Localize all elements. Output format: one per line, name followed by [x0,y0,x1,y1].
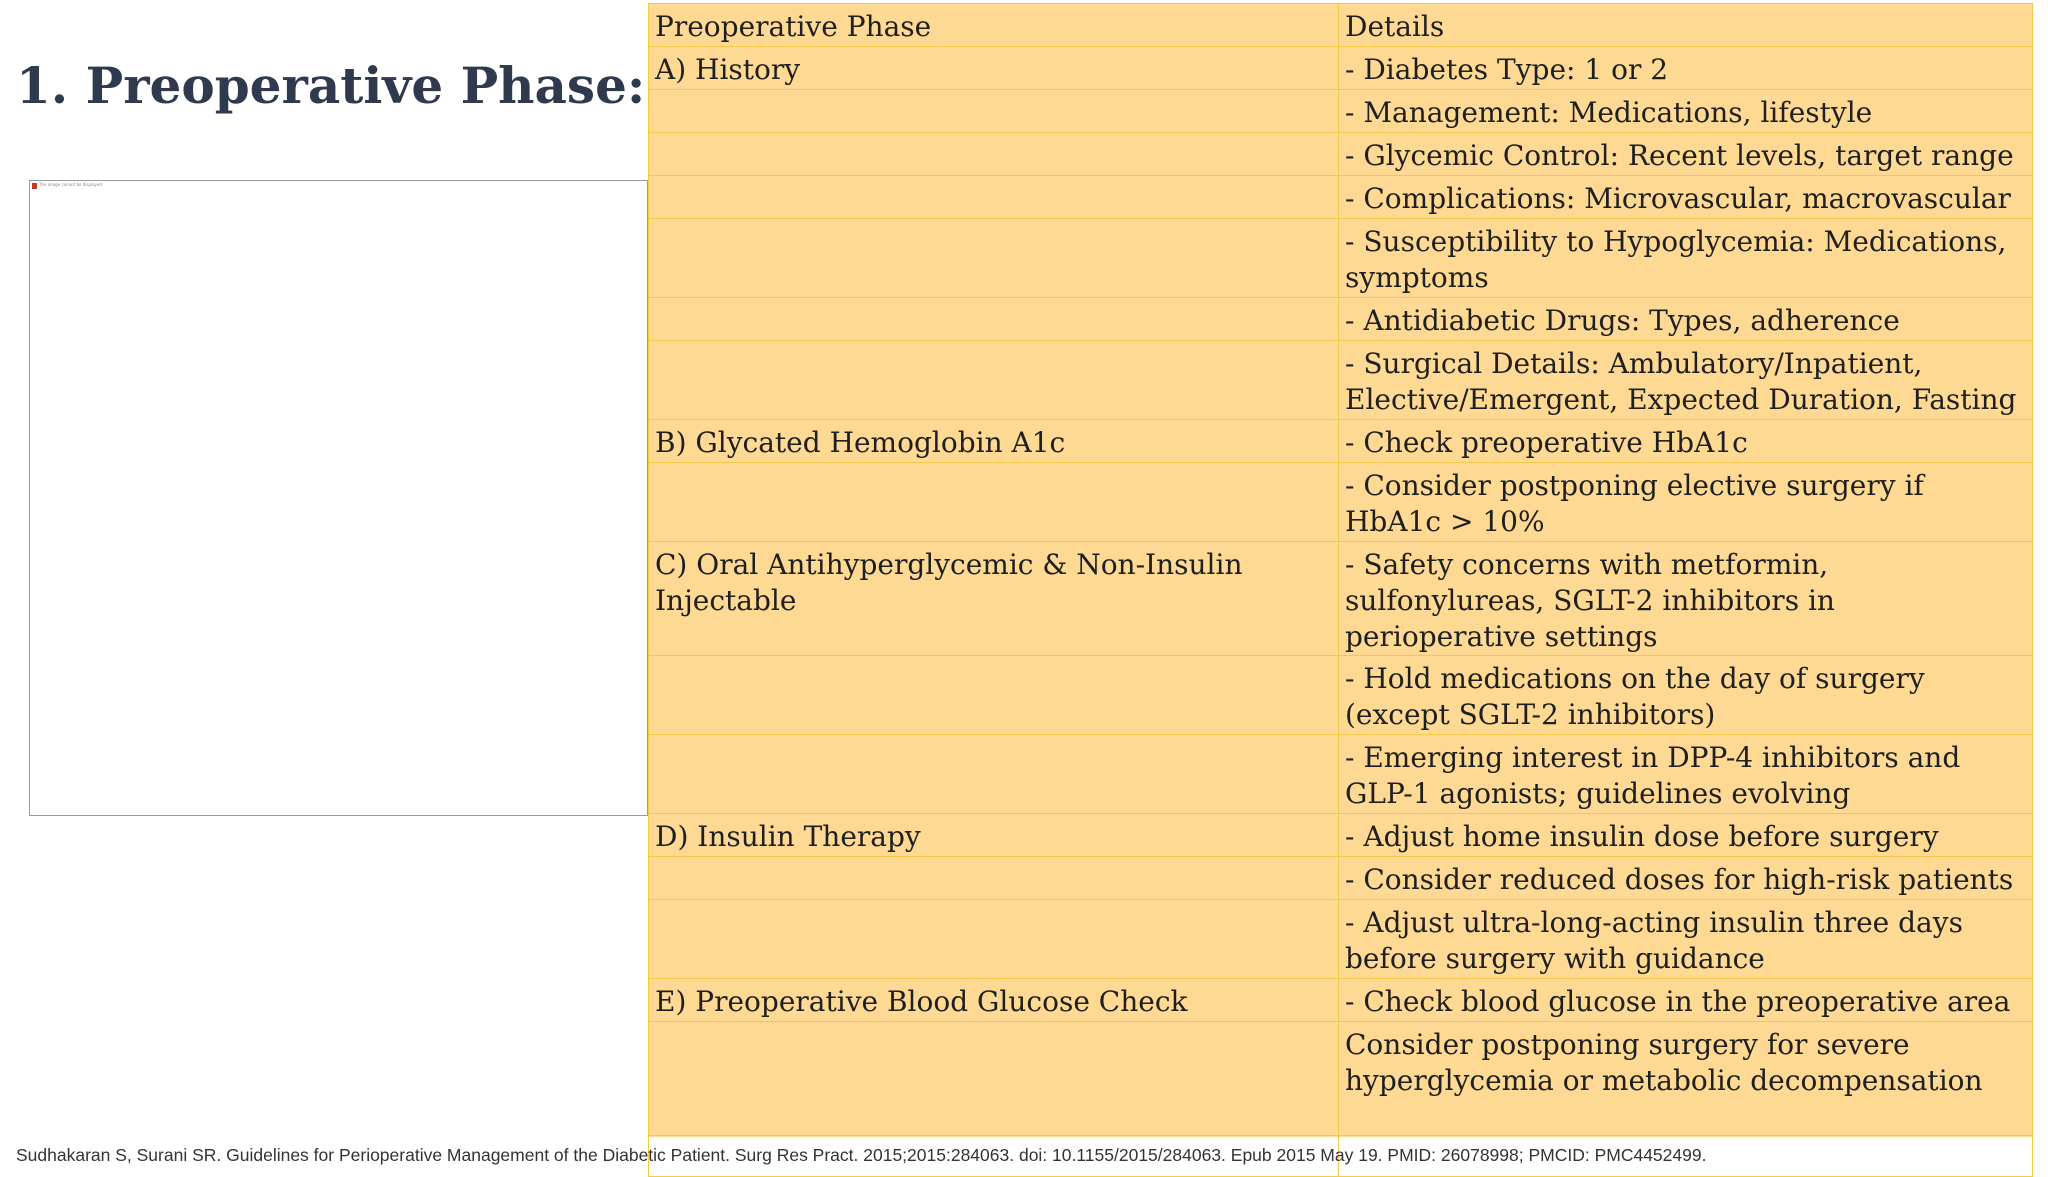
phase-cell: B) Glycated Hemoglobin A1c [649,420,1339,463]
phase-cell [649,298,1339,341]
details-cell: - Diabetes Type: 1 or 2 [1339,47,2033,90]
details-cell: Consider postponing surgery for severe hyperglycemia or metabolic decompensation [1339,1022,2033,1136]
table-row [649,814,2033,857]
table-row [649,219,2033,298]
details-cell: - Adjust home insulin dose before surgery [1339,814,2033,857]
header-cell-details: Details [1339,4,2033,47]
preoperative-phase-table [648,3,2033,1177]
slide-title: 1. Preoperative Phase: [16,56,646,115]
phase-cell [649,463,1339,542]
citation-text: Sudhakaran S, Surani SR. Guidelines for Perioperative Management of the Diabetic Patient. Surg Res Pract. 2015;2015:284063. doi: 10.1155/2015/284063. Epub 2015 May 19. PMID: 26078998; PMCID: PMC4452499. [16,1145,1707,1165]
header-cell-phase: Preoperative Phase [649,4,1339,47]
table-row [649,90,2033,133]
preoperative-phase-table-container [648,3,2032,1137]
phase-cell [649,133,1339,176]
table-row [649,900,2033,979]
phase-cell: A) History [649,47,1339,90]
details-cell: - Antidiabetic Drugs: Types, adherence [1339,298,2033,341]
table-row [649,298,2033,341]
details-cell: - Emerging interest in DPP-4 inhibitors and GLP-1 agonists; guidelines evolving [1339,735,2033,814]
phase-cell [649,341,1339,420]
phase-cell [649,219,1339,298]
phase-cell [649,857,1339,900]
details-cell: - Susceptibility to Hypoglycemia: Medications, symptoms [1339,219,2033,298]
details-cell: - Safety concerns with metformin, sulfonylureas, SGLT-2 inhibitors in perioperative settings [1339,542,2033,656]
image-alt-text: The image cannot be displayed. [39,182,104,187]
phase-cell: E) Preoperative Blood Glucose Check [649,979,1339,1022]
table-row [649,463,2033,542]
phase-cell [649,735,1339,814]
phase-cell [649,900,1339,979]
table-row [649,1022,2033,1136]
phase-cell [649,1022,1339,1136]
table-row [649,47,2033,90]
broken-image-placeholder [29,180,648,816]
details-cell: - Surgical Details: Ambulatory/Inpatient, Elective/Emergent, Expected Duration, Fasting [1339,341,2033,420]
table-row [649,133,2033,176]
phase-cell: D) Insulin Therapy [649,814,1339,857]
phase-cell [649,656,1339,735]
table-row [649,176,2033,219]
table-row [649,979,2033,1022]
table-header-row [649,4,2033,47]
table-row [649,857,2033,900]
details-cell: - Check preoperative HbA1c [1339,420,2033,463]
details-cell: - Check blood glucose in the preoperative area [1339,979,2033,1022]
table-row [649,542,2033,656]
details-cell: - Hold medications on the day of surgery (except SGLT-2 inhibitors) [1339,656,2033,735]
details-cell: - Glycemic Control: Recent levels, target range [1339,133,2033,176]
table-row [649,656,2033,735]
phase-cell [649,176,1339,219]
details-cell: - Consider reduced doses for high-risk patients [1339,857,2033,900]
details-cell: - Complications: Microvascular, macrovascular [1339,176,2033,219]
details-cell: - Adjust ultra-long-acting insulin three days before surgery with guidance [1339,900,2033,979]
phase-cell: C) Oral Antihyperglycemic & Non-Insulin Injectable [649,542,1339,656]
details-cell: - Management: Medications, lifestyle [1339,90,2033,133]
table-row [649,420,2033,463]
details-cell: - Consider postponing elective surgery if HbA1c > 10% [1339,463,2033,542]
broken-image-icon [32,183,37,189]
table-row [649,341,2033,420]
table-row [649,735,2033,814]
phase-cell [649,90,1339,133]
